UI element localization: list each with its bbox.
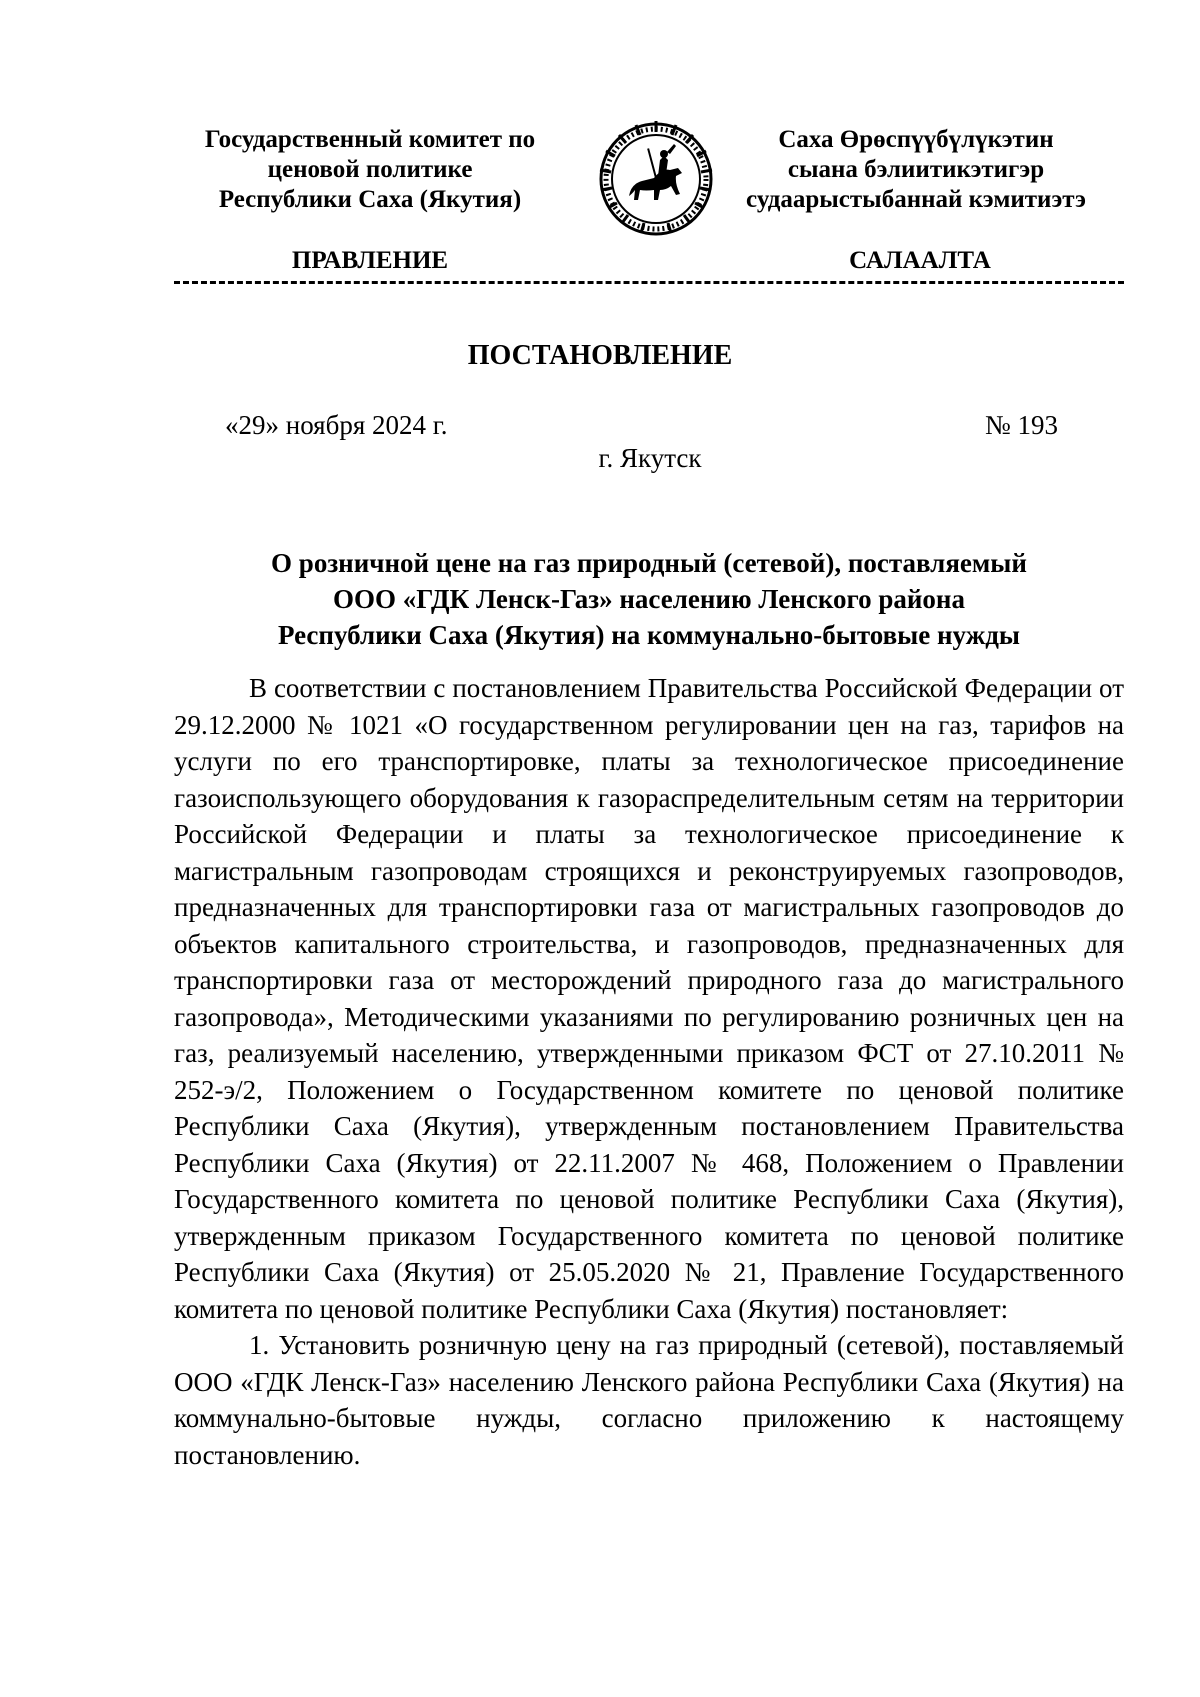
header-divider bbox=[174, 281, 1124, 284]
document-number: № 193 bbox=[985, 410, 1059, 440]
body-paragraph-item-1: 1. Установить розничную цену на газ природный (сетевой), поставляемый ООО «ГДК Ленск-Газ» населению Ленского района Республики Саха (Якутия) на коммунально-бытовые нужды, согласно приложению к настоящему постановлению. bbox=[174, 1330, 1124, 1470]
document-body bbox=[174, 670, 1124, 1473]
document-date: «29» ноября 2024 г. bbox=[225, 410, 448, 440]
document-city: г. Якутск bbox=[598, 443, 702, 473]
org-name-sah-line: судаарыстыбаннай кэмитиэтэ bbox=[746, 186, 1086, 213]
org-name-sah-line: Саха Өрөспүүбүлүкэтин bbox=[778, 126, 1054, 153]
org-name-ru-line: Государственный комитет по bbox=[204, 126, 536, 153]
subject-line: Республики Саха (Якутия) на коммунально-бытовые нужды bbox=[277, 620, 1021, 650]
document-subject bbox=[174, 545, 1124, 653]
body-paragraph-preamble: В соответствии с постановлением Правительства Российской Федерации от 29.12.2000 № 1021 «О государственном регулировании цен на газ, тарифов на услуги по его транспортировке, платы за технологическое присоединение газоиспользующего оборудования к газораспределительным сетям на территории Российской Федерации и платы за технологическое присоединение к магистральным газопроводам строящихся и реконструируемых газопроводов, предназначенных для транспортировки газа от магистральных газопроводов до объектов капитального строительства, и газопроводов, предназначенных для транспортировки газа от месторождений природного газа до магистрального газопровода», Методическими указаниями по регулированию розничных цен на газ, реализуемый населению, утвержденными приказом ФСТ от 27.10.2011 № 252-э/2, Положением о Государственном комитете по ценовой политике Республики Саха (Якутия), утвержденным постановлением Правительства Республики Саха (Якутия) от 22.11.2007 № 468, Положением о Правлении Государственного комитета по ценовой политике Республики Саха (Якутия), утвержденным приказом Государственного комитета по ценовой политике Республики Саха (Якутия) от 25.05.2020 № 21, Правление Государственного комитета по ценовой политике Республики Саха (Якутия) постановляет: bbox=[174, 673, 1124, 1324]
coat-of-arms-emblem-icon bbox=[596, 118, 716, 240]
subject-line: ООО «ГДК Ленск-Газ» населению Ленского района bbox=[333, 584, 965, 614]
org-name-sah-line: сыана бэлиитикэтигэр bbox=[787, 156, 1045, 183]
org-name-ru-line: Республики Саха (Якутия) bbox=[218, 186, 522, 213]
board-title-sakha: САЛААЛТА bbox=[849, 247, 991, 274]
subject-line: О розничной цене на газ природный (сетевой), поставляемый bbox=[271, 548, 1027, 578]
org-name-sakha bbox=[716, 125, 1116, 215]
org-name-russian bbox=[170, 125, 570, 215]
org-name-ru-line: ценовой политике bbox=[267, 156, 473, 183]
document-type-title: ПОСТАНОВЛЕНИЕ bbox=[467, 340, 733, 371]
board-title-russian: ПРАВЛЕНИЕ bbox=[291, 247, 449, 274]
